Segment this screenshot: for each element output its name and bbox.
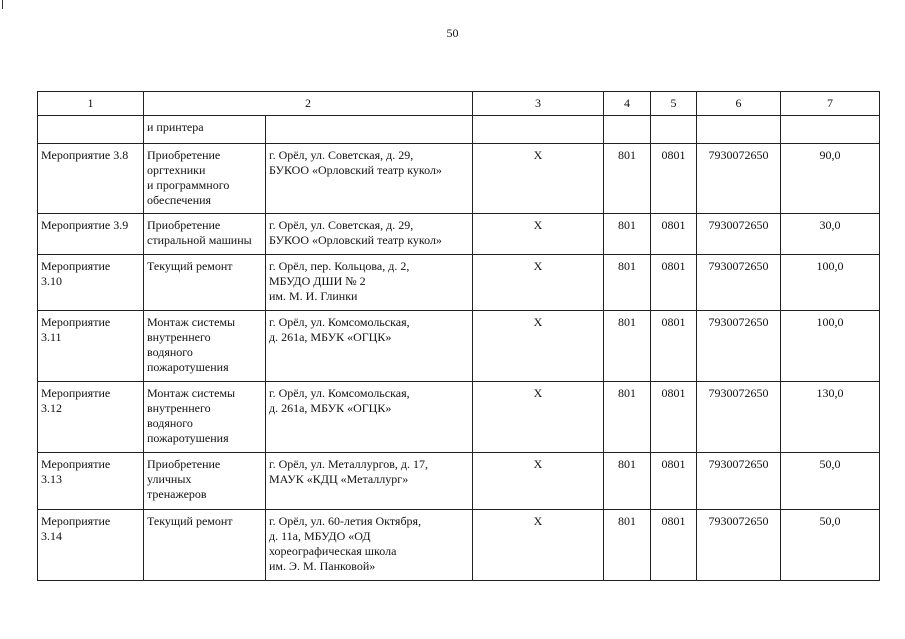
header-cell-7: 7 <box>781 92 880 116</box>
measure-cell: Мероприятие 3.11 <box>38 311 144 382</box>
scan-edge-mark <box>2 0 3 9</box>
continuation-row <box>38 116 880 144</box>
col4-cell: 801 <box>604 214 651 255</box>
budget-measures-table <box>37 91 880 581</box>
col4-cell: 801 <box>604 255 651 311</box>
col4-cell: 801 <box>604 311 651 382</box>
col4-cell: 801 <box>604 382 651 453</box>
measure-cell: Мероприятие 3.10 <box>38 255 144 311</box>
header-cell-5: 5 <box>651 92 697 116</box>
name-cell: Приобретение стиральной машины <box>144 214 266 255</box>
col5-cell: 0801 <box>651 311 697 382</box>
address-cell: г. Орёл, пер. Кольцова, д. 2, МБУДО ДШИ № 2 им. М. И. Глинки <box>266 255 473 311</box>
col5-cell: 0801 <box>651 453 697 510</box>
col4-cell: 801 <box>604 453 651 510</box>
name-cell: Монтаж системы внутреннего водяного пожаротушения <box>144 382 266 453</box>
address-cell: г. Орёл, ул. Комсомольская, д. 261а, МБУК «ОГЦК» <box>266 382 473 453</box>
measure-cell: Мероприятие 3.8 <box>38 144 144 214</box>
col3-cell: Х <box>473 453 604 510</box>
col5-cell: 0801 <box>651 255 697 311</box>
address-cell: г. Орёл, ул. Советская, д. 29, БУКОО «Орловский театр кукол» <box>266 214 473 255</box>
col6-cell: 7930072650 <box>697 382 781 453</box>
measure-cell: Мероприятие 3.14 <box>38 510 144 581</box>
header-cell-6: 6 <box>697 92 781 116</box>
col6-cell: 7930072650 <box>697 214 781 255</box>
page-number: 50 <box>446 26 459 40</box>
name-cell: Текущий ремонт <box>144 510 266 581</box>
table-row <box>38 453 880 510</box>
address-cell: г. Орёл, ул. Металлургов, д. 17, МАУК «КДЦ «Металлург» <box>266 453 473 510</box>
col6-cell: 7930072650 <box>697 255 781 311</box>
col5-cell: 0801 <box>651 144 697 214</box>
col6-cell: 7930072650 <box>697 311 781 382</box>
table-row <box>38 255 880 311</box>
col3-cell: Х <box>473 255 604 311</box>
header-cell-1: 1 <box>38 92 144 116</box>
header-cell-3: 3 <box>473 92 604 116</box>
measure-cell: Мероприятие 3.9 <box>38 214 144 255</box>
col7-cell: 30,0 <box>781 214 880 255</box>
col6-cell: 7930072650 <box>697 144 781 214</box>
col3-cell: Х <box>473 144 604 214</box>
col5-cell: 0801 <box>651 214 697 255</box>
address-cell: г. Орёл, ул. 60-летия Октября, д. 11а, МБУДО «ОД хореографическая школа им. Э. М. Панковой» <box>266 510 473 581</box>
col6-cell: 7930072650 <box>697 453 781 510</box>
table-header-row <box>38 92 880 116</box>
address-cell: г. Орёл, ул. Советская, д. 29, БУКОО «Орловский театр кукол» <box>266 144 473 214</box>
continuation-name-cell: и принтера <box>144 116 266 144</box>
table-row <box>38 311 880 382</box>
col3-cell: Х <box>473 510 604 581</box>
name-cell: Приобретение уличных тренажеров <box>144 453 266 510</box>
col4-cell: 801 <box>604 144 651 214</box>
table-row <box>38 382 880 453</box>
name-cell: Приобретение оргтехники и программного обеспечения <box>144 144 266 214</box>
col7-cell: 50,0 <box>781 510 880 581</box>
measure-cell: Мероприятие 3.13 <box>38 453 144 510</box>
col4-cell: 801 <box>604 510 651 581</box>
measure-cell: Мероприятие 3.12 <box>38 382 144 453</box>
table-row <box>38 144 880 214</box>
col7-cell: 130,0 <box>781 382 880 453</box>
col5-cell: 0801 <box>651 382 697 453</box>
header-cell-4: 4 <box>604 92 651 116</box>
table-row <box>38 214 880 255</box>
col7-cell: 100,0 <box>781 311 880 382</box>
address-cell: г. Орёл, ул. Комсомольская, д. 261а, МБУК «ОГЦК» <box>266 311 473 382</box>
col7-cell: 100,0 <box>781 255 880 311</box>
header-cell-2: 2 <box>144 92 473 116</box>
name-cell: Монтаж системы внутреннего водяного пожаротушения <box>144 311 266 382</box>
col3-cell: Х <box>473 311 604 382</box>
col5-cell: 0801 <box>651 510 697 581</box>
name-cell: Текущий ремонт <box>144 255 266 311</box>
col3-cell: Х <box>473 214 604 255</box>
col6-cell: 7930072650 <box>697 510 781 581</box>
col7-cell: 50,0 <box>781 453 880 510</box>
col7-cell: 90,0 <box>781 144 880 214</box>
table-row <box>38 510 880 581</box>
col3-cell: Х <box>473 382 604 453</box>
